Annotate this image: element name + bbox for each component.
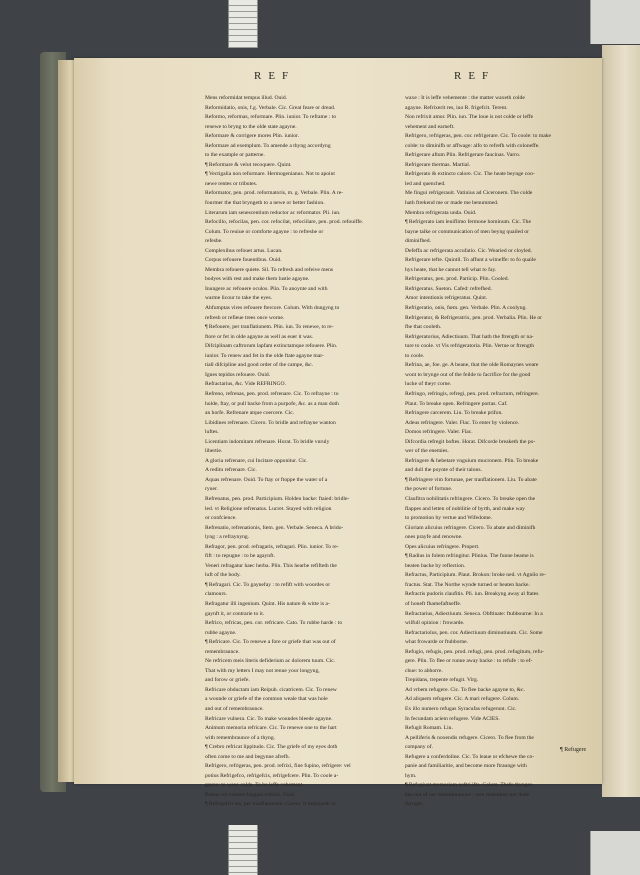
dictionary-line: bayne talke or communication of men beyng quailed or bbox=[405, 228, 529, 235]
dictionary-line: libertie. bbox=[205, 448, 223, 455]
dictionary-line: Refricare vulnera. Cic. To make woundes bleede agayne. bbox=[205, 715, 333, 722]
dictionary-line: Amor intentionis refrigeratus. Quint. bbox=[405, 295, 488, 302]
dictionary-line: luftes. bbox=[205, 429, 219, 436]
dictionary-line: Refringo, refringis, refregi, pen. prod. refractum, refringere. bbox=[405, 390, 540, 397]
dictionary-line: That with my letters I may not renue your longyng, bbox=[205, 667, 320, 674]
scale-ruler-top bbox=[228, 0, 258, 48]
dictionary-line: Gloriam alicuius refringere. Cicero. To abate and diminifh bbox=[405, 524, 536, 531]
dictionary-line: Reformator, pen. prod. reformatoris, m. g. Verbale. Plin. A re- bbox=[205, 190, 344, 197]
dictionary-line: Refrigerato & extincto calore. Cic. The heate beynge coo- bbox=[405, 171, 535, 178]
dictionary-line: Refragatur illi ingenium. Quint. His nature & witte is a- bbox=[205, 600, 330, 607]
dictionary-line: gere. Plin. To flee or runne away backe : to refufe : to ef- bbox=[405, 658, 533, 665]
dictionary-line: Refrigeratus, pen. prod. Particip. Plin. Cooled. bbox=[405, 276, 509, 283]
dictionary-line: ryuer. bbox=[205, 486, 218, 493]
dictionary-line: Refugio, refugis, pen. prod. refugi, pen. prod. refugitum, refu- bbox=[405, 648, 544, 655]
dictionary-line: ¶ Refricare. Cic. To renewe a fore or griefe that was out of bbox=[205, 639, 336, 646]
dictionary-line: thynges. bbox=[405, 801, 424, 808]
dictionary-line: and dull the poynte of their talons. bbox=[405, 467, 482, 474]
dictionary-line: of honeft fhamefaftneffe. bbox=[405, 600, 462, 607]
dictionary-line: refresh or refieue trees once worne. bbox=[205, 314, 285, 321]
dictionary-line: Mens reformidat tempus illud. Ouid. bbox=[205, 95, 288, 101]
dictionary-line: renewe to bryng to the olde state agayne. bbox=[205, 123, 297, 130]
dictionary-line: ¶ Refugiunt memoriam noftri ifta. Colum. Thefe thynges bbox=[405, 782, 533, 789]
dictionary-line: Abfumptas vires refouere ftercore. Colum. With dungyng to bbox=[205, 305, 340, 312]
dictionary-line: Me fingui refrigerauit. Vatinius ad Ciceronem. The colde bbox=[405, 190, 533, 197]
dictionary-line: Ad vrbem refugere. Cic. To flee backe agayne to, &c. bbox=[405, 686, 525, 693]
dictionary-line: potius Refrigefco, refrigefcis, refrigefcere. Plin. To coole a- bbox=[205, 772, 339, 779]
dictionary-line: company of. bbox=[405, 744, 433, 751]
dictionary-line: to coole. bbox=[405, 352, 425, 359]
dictionary-line: Refrigerare thermas. Martial. bbox=[405, 161, 471, 168]
dictionary-line: led and quenched. bbox=[405, 180, 446, 187]
dictionary-line: Reformidatio, onis, f.g. Verbale. Cic. Great feare or dread. bbox=[205, 104, 336, 111]
dictionary-line: lyng : a refraynyng. bbox=[205, 534, 250, 541]
dictionary-line: Libidines refrenare. Cicero. To bridle and refrayne wanton bbox=[205, 419, 336, 426]
dictionary-line: rubbe agayne. bbox=[205, 629, 237, 636]
dictionary-line: ¶ Vectigalia non reformare. Hermogenianus. Not to apoint bbox=[205, 171, 335, 178]
dictionary-line: Refractariolus, pen. cor. Adiectiuum diminutiuum. Cic. Some bbox=[405, 629, 543, 636]
dictionary-line: Refringere & hebetare vnguium mucronem. Plin. To breake bbox=[405, 457, 539, 464]
dictionary-line: bee out of our remembraunce : wee remember not thefe bbox=[405, 791, 530, 798]
dictionary-line: Membra refrigerata unda. Ouid. bbox=[405, 209, 477, 216]
dictionary-line: Membra refouere quiete. Sil. To refresh and refeive mens bbox=[205, 266, 334, 273]
dictionary-line: Trepidans, trepente refugit. Virg. bbox=[405, 677, 479, 684]
dictionary-line: panie and familiaritie, and become more ftraunge with bbox=[405, 763, 527, 770]
dictionary-line: ¶ Refouere, per tranflationem. Plin. iun. To renewe, to re- bbox=[205, 324, 334, 331]
dictionary-line: In fecundam aciem refugere. Vide ACIES. bbox=[405, 715, 500, 722]
dictionary-line: chue: to abhorre. bbox=[405, 667, 443, 674]
dictionary-line: ftore or fet in olde agayne as well as euer it was. bbox=[205, 333, 314, 340]
dictionary-line: fhe that cooleth. bbox=[405, 324, 442, 331]
dictionary-line: ¶ Radius in folem refringitur. Plinius. The funne beame is bbox=[405, 553, 534, 560]
dictionary-line: waxe : It is leffe vehemente : the matter waxeth colde bbox=[405, 95, 525, 101]
dictionary-line: iunior. To renew and fet in the olde ftate agayne mar- bbox=[205, 352, 324, 359]
dictionary-line: and forow or griefe. bbox=[205, 677, 250, 684]
dictionary-line: an horfe. Refrenare atque coercere. Cic. bbox=[205, 410, 295, 417]
dictionary-line: Refrigeratus. Sueton. Cafed: refrefhed. bbox=[405, 285, 492, 292]
dictionary-line: to the example or patterne. bbox=[205, 152, 265, 159]
dictionary-line: Claufitra nobilitatis refringere. Cicero. To breake open the bbox=[405, 495, 536, 502]
dictionary-line: hym. bbox=[405, 772, 417, 779]
dictionary-line: Difciplinam caftrorum lapfam extinctamque refouere. Plin. bbox=[205, 343, 338, 350]
dictionary-line: vehement and earneft. bbox=[405, 123, 455, 130]
dictionary-line: Defeffa ac refrigerata accufatio. Cic. Wearied or cloyled. bbox=[405, 247, 532, 254]
tape-bottom bbox=[590, 831, 640, 875]
dictionary-line: Veneri refragatur haec herba. Plin. This hearbe refifteth the bbox=[205, 562, 337, 569]
dictionary-line: Refrigero, refrigeras, pen. cor. refrigerare. Cic. To coole: to make bbox=[405, 133, 551, 140]
dictionary-line: Animum memoria refricare. Cic. To renewe one to the hart bbox=[205, 725, 337, 732]
dictionary-line: a wounde or griefe of the common weale that was hole bbox=[205, 696, 328, 703]
dictionary-line: Refrigerator, & Refrigeratrix, pen. prod. Verbalia. Plin. He or bbox=[405, 314, 542, 321]
dictionary-line: fourmer the that bryngeth to a newe or better fashion. bbox=[205, 200, 325, 207]
dictionary-line: ones prayfe and renowne. bbox=[405, 534, 463, 541]
dictionary-line: Refractarius, &c. Vide REFRINGO. bbox=[205, 381, 286, 388]
dictionary-line: Plaut. To breake open. Refringere portas. Caf. bbox=[405, 400, 508, 407]
dictionary-line: fractus. Stat. The Northe wynde turned or beaten backe. bbox=[405, 581, 530, 588]
dictionary-line: Licentiam indomitam refrenare. Horat. To bridle vnruly bbox=[205, 438, 330, 445]
dictionary-line: Reformo, reformas, reformare. Plin. iunior. To reframe : to bbox=[205, 114, 337, 121]
dictionary-line: Refreno, refrenas, pen. prod. refrenare. Cic. To refrayne : to bbox=[205, 390, 339, 397]
dictionary-line: what frowarde or ftubborne. bbox=[405, 639, 469, 646]
dictionary-line: ¶ Reformare & velut recoquere. Quint. bbox=[205, 161, 292, 168]
dictionary-line: the power of fortune. bbox=[405, 486, 453, 493]
dictionary-line: Ne refricem meis literis defiderium ac dolorem tuum. Cic. bbox=[205, 658, 336, 665]
dictionary-line: Reformare & corrigere mores Plin. iunior. bbox=[205, 133, 299, 140]
dictionary-line: colde: to diminifh or affwage: alfo to refrefh with coloneffe. bbox=[405, 142, 540, 149]
dictionary-line: to promotion by vertue and Wifedome. bbox=[405, 515, 492, 522]
dictionary-line: Refricare obductam iam Reipub. cicatricem. Cic. To renew bbox=[205, 686, 337, 693]
dictionary-line: with remembraunce of a thyng. bbox=[205, 734, 276, 741]
dictionary-line: Literarum iam senescentium reductor ac reformator. Pli. iun. bbox=[205, 209, 341, 216]
dictionary-line: wilfull opinion : frowarde. bbox=[405, 620, 465, 627]
dictionary-line: warme licour to take the eyes. bbox=[205, 295, 273, 302]
dictionary-line: Refugit Romam. Liu. bbox=[405, 725, 453, 732]
dictionary-line: Refringere carcerem. Liu. To breake prifon. bbox=[405, 410, 503, 417]
dictionary-column-right bbox=[405, 94, 610, 810]
dictionary-column-left bbox=[205, 94, 410, 810]
dictionary-line: tiall difcipline and good order of the campe, &c. bbox=[205, 362, 314, 369]
dictionary-line: ¶ Refragari. Cic. To gaynefay : to refift with woordes or bbox=[205, 581, 331, 588]
dictionary-line: Refrigeratio, onis, fœm. gen. Verbale. Plin. A coolyng. bbox=[405, 305, 527, 312]
dictionary-line: hath ftrekend me or made me benummed. bbox=[405, 200, 499, 207]
dictionary-line: ¶ Refringere vim fortunae, per tranflationem. Liu. To abate bbox=[405, 476, 537, 483]
dictionary-line: ¶ Crebro refricat lippitudo. Cic. The griefe of my eyes doth bbox=[205, 744, 338, 751]
dictionary-line: Refrigerare aftum Plin. Refrigerare faucinas. Varro. bbox=[405, 152, 521, 159]
dictionary-line: diminifhed. bbox=[405, 238, 431, 245]
dictionary-line: Aquas refrenare. Ouid. To ftay or ftoppe the water of a bbox=[205, 476, 328, 483]
dictionary-line: Corpus refouere fouentibus. Ouid. bbox=[205, 257, 282, 264]
dictionary-line: Colum. To reuiue or comforte agayne : to refreshe or bbox=[205, 228, 324, 235]
dictionary-line: clamours. bbox=[205, 591, 227, 598]
dictionary-line: Refrigero, refrigeras, pen. prod. refrixi, fine fupino, refrigere: vel bbox=[205, 763, 351, 770]
dictionary-line: newe rentes or tributes. bbox=[205, 180, 258, 187]
dictionary-line: Opes alicuius refringere. Propert. bbox=[405, 543, 480, 550]
dictionary-line: Domos refringere. Valer. Flac. bbox=[405, 429, 473, 436]
dictionary-line: Partus cui vulnere languis refrixit. Ouid. bbox=[205, 791, 296, 798]
dictionary-line: Refrigerare tefte. Quintil. To affunt a witneffe: to fo quaile bbox=[405, 257, 536, 264]
scale-ruler-bottom bbox=[228, 825, 258, 875]
dictionary-line: Refrigeratorius, Adiectiuum. That hath the ftrength or na- bbox=[405, 333, 534, 340]
dictionary-line: Refractarius, Adiectiuum. Seneca. Obftinate: ftubbourne: In a bbox=[405, 610, 543, 617]
dictionary-line: ¶ Refrigefcit res, per tranflationem. Cicero. It beginneth to bbox=[205, 801, 336, 808]
dictionary-line: remembraunce. bbox=[205, 648, 240, 655]
dictionary-line: lucke of theyr corne. bbox=[405, 381, 452, 388]
dictionary-line: and out of remembraunce. bbox=[205, 706, 264, 712]
dictionary-line: wont to brynge out of the feilde to facrifice for the good bbox=[405, 371, 531, 378]
dictionary-line: Refrenatio, refrenationis, fœm. gen. Verbale. Seneca. A brido- bbox=[205, 524, 344, 531]
dictionary-line: wer of the enemies. bbox=[405, 448, 449, 455]
dictionary-line: A pelliferis & noxendis refugere. Cicero. To flee from the bbox=[405, 734, 534, 741]
dictionary-line: Ad aliquem refugere. Cic. A mari refugere. Colum. bbox=[405, 696, 520, 703]
dictionary-line: Ex illo numero refugas Syracufas refugerunt. Cic. bbox=[405, 706, 517, 712]
catchword: ¶ Refugere bbox=[560, 747, 587, 753]
dictionary-line: hys heate, that he cannot tell what to fay. bbox=[405, 266, 497, 273]
dictionary-line: A gloria refrenare, cui Incitare opponitur. Cic. bbox=[205, 457, 308, 464]
dictionary-line: Refrenatus, pen. prod. Participium. Holden backe: ftaied: bridle- bbox=[205, 495, 350, 502]
dictionary-line: ¶ Refrigerato iam leuiflimo fermone hominum. Cic. The bbox=[405, 219, 531, 226]
dictionary-line: agayne. Refrixerit res, iuo R. frigefcit. Terent. bbox=[405, 104, 508, 111]
dictionary-line: Complexibus refouet artus. Lucan. bbox=[205, 247, 283, 254]
dictionary-line: Refocillo, refocilas, pen. cor. refocilat, refociilare, pen. prod. refouiffe. bbox=[205, 219, 364, 226]
dictionary-line: or confcience. bbox=[205, 515, 237, 522]
dictionary-line: flappes and letten of nobilitie of byrth, and make way bbox=[405, 505, 525, 512]
dictionary-line: bodyes with rest and make them lustie agayne. bbox=[205, 276, 310, 283]
dictionary-line: Refragor, pen. prod. refragaris, refragari. Plin. iunior. To re- bbox=[205, 543, 339, 550]
dictionary-line: refeshe. bbox=[205, 238, 223, 245]
running-head-left: REF bbox=[254, 70, 296, 82]
dictionary-line: led. vt Religione refrenatus. Lucret. Stayed with religion bbox=[205, 505, 332, 512]
tape-top bbox=[590, 0, 640, 44]
dictionary-line: Reformare ad exemplum. To amende a thyng accordyng bbox=[205, 142, 331, 149]
dictionary-line: Refrico, refricas, pen. cor. refricare. Cato. To rubbe harde : to bbox=[205, 620, 343, 627]
dictionary-line: Ignes tepidos refouere. Ouid. bbox=[205, 371, 271, 378]
dictionary-line: Adeus refringere. Valer. Flac. To enter by violence. bbox=[405, 419, 520, 426]
dictionary-line: Refrina, ae, foe. ge. A beane, that the olde Romaynes weare bbox=[405, 362, 539, 369]
dictionary-line: beaten backe by reflection. bbox=[405, 562, 466, 569]
dictionary-line: ture to coole. vt Vis refrigeratoria. Plin. Vertue or ftrength bbox=[405, 343, 535, 350]
dictionary-line: Refractis pudoris claufitis. Pli. iun. Breakyng away al ftates bbox=[405, 591, 539, 598]
dictionary-line: luft of the body. bbox=[205, 572, 241, 579]
dictionary-line: gaynft it, or contrarie to it. bbox=[205, 610, 265, 617]
dictionary-line: often come to me and begynne afrefh. bbox=[205, 753, 290, 760]
dictionary-line: Refugere a conferdoline. Cic. To leaue or efchewe the co- bbox=[405, 753, 535, 760]
dictionary-line: Non refrixit amor. Plin. iun. The loue is not colde or leffe bbox=[405, 114, 534, 121]
running-head-right: REF bbox=[454, 70, 496, 82]
dictionary-line: A reditu refrenare. Cic. bbox=[205, 467, 257, 474]
dictionary-line: Inungere ac refouere oculos. Plin. To anoynte and with bbox=[205, 285, 328, 292]
dictionary-line: Difcordia refregit boftes. Horat. Difcorde breaketh the po- bbox=[405, 438, 536, 445]
dictionary-line: Refractus, Participium. Plaut. Brokon: broke ned. vt Agnilo re- bbox=[405, 572, 546, 579]
dictionary-line: gayne: to waxe colde. To be leffe vehement. bbox=[205, 782, 304, 789]
dictionary-line: fift : to repugne : to be agaynft. bbox=[205, 553, 275, 560]
dictionary-line: holde, ftay, or pull backe from a purpofe, &c. as a man doth bbox=[205, 400, 339, 407]
